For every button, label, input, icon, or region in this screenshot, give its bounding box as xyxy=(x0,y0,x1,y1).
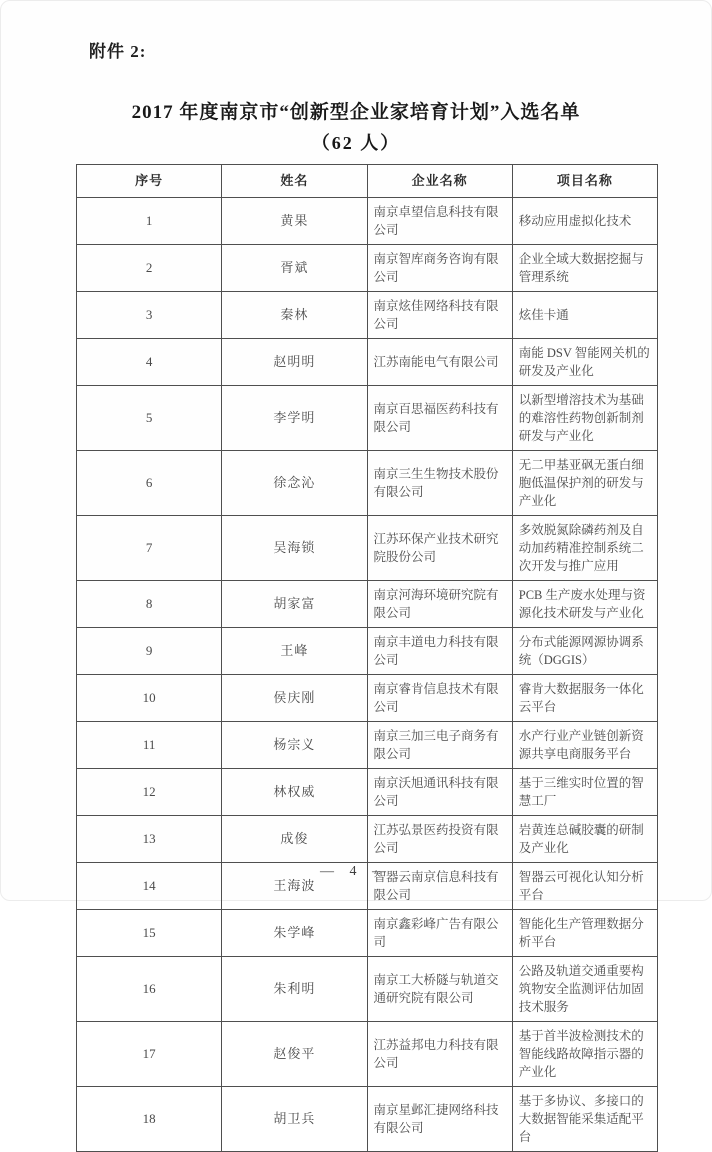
table-row xyxy=(77,581,658,628)
cell-name: 王峰 xyxy=(222,628,367,675)
cell-company: 南京河海环境研究院有限公司 xyxy=(367,581,512,628)
cell-project: 公路及轨道交通重要构筑物安全监测评估加固技术服务 xyxy=(512,957,657,1022)
cell-project: PCB 生产废水处理与资源化技术研发与产业化 xyxy=(512,581,657,628)
cell-project: 智器云可视化认知分析平台 xyxy=(512,863,657,910)
cell-project: 基于首半波检测技术的智能线路故障指示器的产业化 xyxy=(512,1022,657,1087)
cell-name: 朱学峰 xyxy=(222,910,367,957)
cell-name: 侯庆刚 xyxy=(222,675,367,722)
cell-index: 9 xyxy=(77,628,222,675)
page-subtitle: （62 人） xyxy=(311,133,401,153)
cell-company: 南京百思福医药科技有限公司 xyxy=(367,386,512,451)
cell-name: 赵俊平 xyxy=(222,1022,367,1087)
cell-index: 17 xyxy=(77,1022,222,1087)
roster-table xyxy=(76,164,658,1152)
cell-index: 6 xyxy=(77,451,222,516)
table-row xyxy=(77,1022,658,1087)
cell-company: 南京星邺汇捷网络科技有限公司 xyxy=(367,1087,512,1152)
cell-project: 分布式能源网源协调系统（DGGIS） xyxy=(512,628,657,675)
cell-project: 无二甲基亚砜无蛋白细胞低温保护剂的研发与产业化 xyxy=(512,451,657,516)
table-row xyxy=(77,198,658,245)
cell-company: 江苏南能电气有限公司 xyxy=(367,339,512,386)
cell-company: 南京工大桥隧与轨道交通研究院有限公司 xyxy=(367,957,512,1022)
cell-name: 吴海锁 xyxy=(222,516,367,581)
cell-name: 王海波 xyxy=(222,863,367,910)
table-row xyxy=(77,628,658,675)
attachment-label: 附件 2: xyxy=(89,42,147,61)
cell-name: 徐念沁 xyxy=(222,451,367,516)
cell-company: 江苏环保产业技术研究院股份公司 xyxy=(367,516,512,581)
table-body xyxy=(77,198,658,1152)
table-row xyxy=(77,339,658,386)
header-index: 序号 xyxy=(77,165,222,198)
cell-project: 岩黄连总碱胶囊的研制及产业化 xyxy=(512,816,657,863)
cell-company: 南京三生生物技术股份有限公司 xyxy=(367,451,512,516)
cell-company: 南京炫佳网络科技有限公司 xyxy=(367,292,512,339)
cell-index: 3 xyxy=(77,292,222,339)
page-title: 2017 年度南京市“创新型企业家培育计划”入选名单 xyxy=(131,102,581,123)
cell-name: 胡卫兵 xyxy=(222,1087,367,1152)
table-row xyxy=(77,816,658,863)
cell-project: 企业全域大数据挖掘与管理系统 xyxy=(512,245,657,292)
table-row xyxy=(77,675,658,722)
cell-index: 10 xyxy=(77,675,222,722)
table-row xyxy=(77,769,658,816)
cell-company: 南京卓望信息科技有限公司 xyxy=(367,198,512,245)
header-project: 项目名称 xyxy=(512,165,657,198)
header-name: 姓名 xyxy=(222,165,367,198)
cell-name: 李学明 xyxy=(222,386,367,451)
cell-project: 以新型增溶技术为基础的难溶性药物创新制剂研发与产业化 xyxy=(512,386,657,451)
cell-project: 智能化生产管理数据分析平台 xyxy=(512,910,657,957)
table-row xyxy=(77,910,658,957)
cell-name: 林权威 xyxy=(222,769,367,816)
cell-index: 12 xyxy=(77,769,222,816)
cell-company: 智器云南京信息科技有限公司 xyxy=(367,863,512,910)
page-number: — 4 — xyxy=(320,864,392,879)
table-row xyxy=(77,451,658,516)
table-header xyxy=(77,165,658,198)
cell-index: 2 xyxy=(77,245,222,292)
table-row xyxy=(77,386,658,451)
cell-name: 杨宗义 xyxy=(222,722,367,769)
cell-project: 南能 DSV 智能网关机的研发及产业化 xyxy=(512,339,657,386)
table-row xyxy=(77,516,658,581)
cell-index: 7 xyxy=(77,516,222,581)
cell-index: 18 xyxy=(77,1087,222,1152)
cell-index: 14 xyxy=(77,863,222,910)
cell-index: 1 xyxy=(77,198,222,245)
cell-name: 胡家富 xyxy=(222,581,367,628)
cell-project: 基于三维实时位置的智慧工厂 xyxy=(512,769,657,816)
table-row xyxy=(77,722,658,769)
cell-company: 南京睿肯信息技术有限公司 xyxy=(367,675,512,722)
cell-index: 11 xyxy=(77,722,222,769)
cell-name: 朱利明 xyxy=(222,957,367,1022)
cell-index: 15 xyxy=(77,910,222,957)
cell-project: 水产行业产业链创新资源共享电商服务平台 xyxy=(512,722,657,769)
cell-company: 南京丰道电力科技有限公司 xyxy=(367,628,512,675)
cell-name: 胥斌 xyxy=(222,245,367,292)
cell-company: 南京鑫彩峰广告有限公司 xyxy=(367,910,512,957)
cell-index: 13 xyxy=(77,816,222,863)
cell-index: 4 xyxy=(77,339,222,386)
table-row xyxy=(77,245,658,292)
table-row xyxy=(77,957,658,1022)
table-row xyxy=(77,1087,658,1152)
cell-name: 黄果 xyxy=(222,198,367,245)
cell-company: 南京智库商务咨询有限公司 xyxy=(367,245,512,292)
cell-name: 成俊 xyxy=(222,816,367,863)
cell-project: 基于多协议、多接口的大数据智能采集适配平台 xyxy=(512,1087,657,1152)
header-company: 企业名称 xyxy=(367,165,512,198)
cell-name: 秦林 xyxy=(222,292,367,339)
cell-company: 南京沃旭通讯科技有限公司 xyxy=(367,769,512,816)
cell-index: 5 xyxy=(77,386,222,451)
cell-company: 江苏弘景医药投资有限公司 xyxy=(367,816,512,863)
cell-company: 江苏益邦电力科技有限公司 xyxy=(367,1022,512,1087)
cell-index: 8 xyxy=(77,581,222,628)
table-row xyxy=(77,292,658,339)
cell-project: 睿肯大数据服务一体化云平台 xyxy=(512,675,657,722)
cell-name: 赵明明 xyxy=(222,339,367,386)
table-header-row xyxy=(77,165,658,198)
cell-index: 16 xyxy=(77,957,222,1022)
cell-company: 南京三加三电子商务有限公司 xyxy=(367,722,512,769)
cell-project: 移动应用虚拟化技术 xyxy=(512,198,657,245)
cell-project: 炫佳卡通 xyxy=(512,292,657,339)
cell-project: 多效脱氮除磷药剂及自动加药精准控制系统二次开发与推广应用 xyxy=(512,516,657,581)
